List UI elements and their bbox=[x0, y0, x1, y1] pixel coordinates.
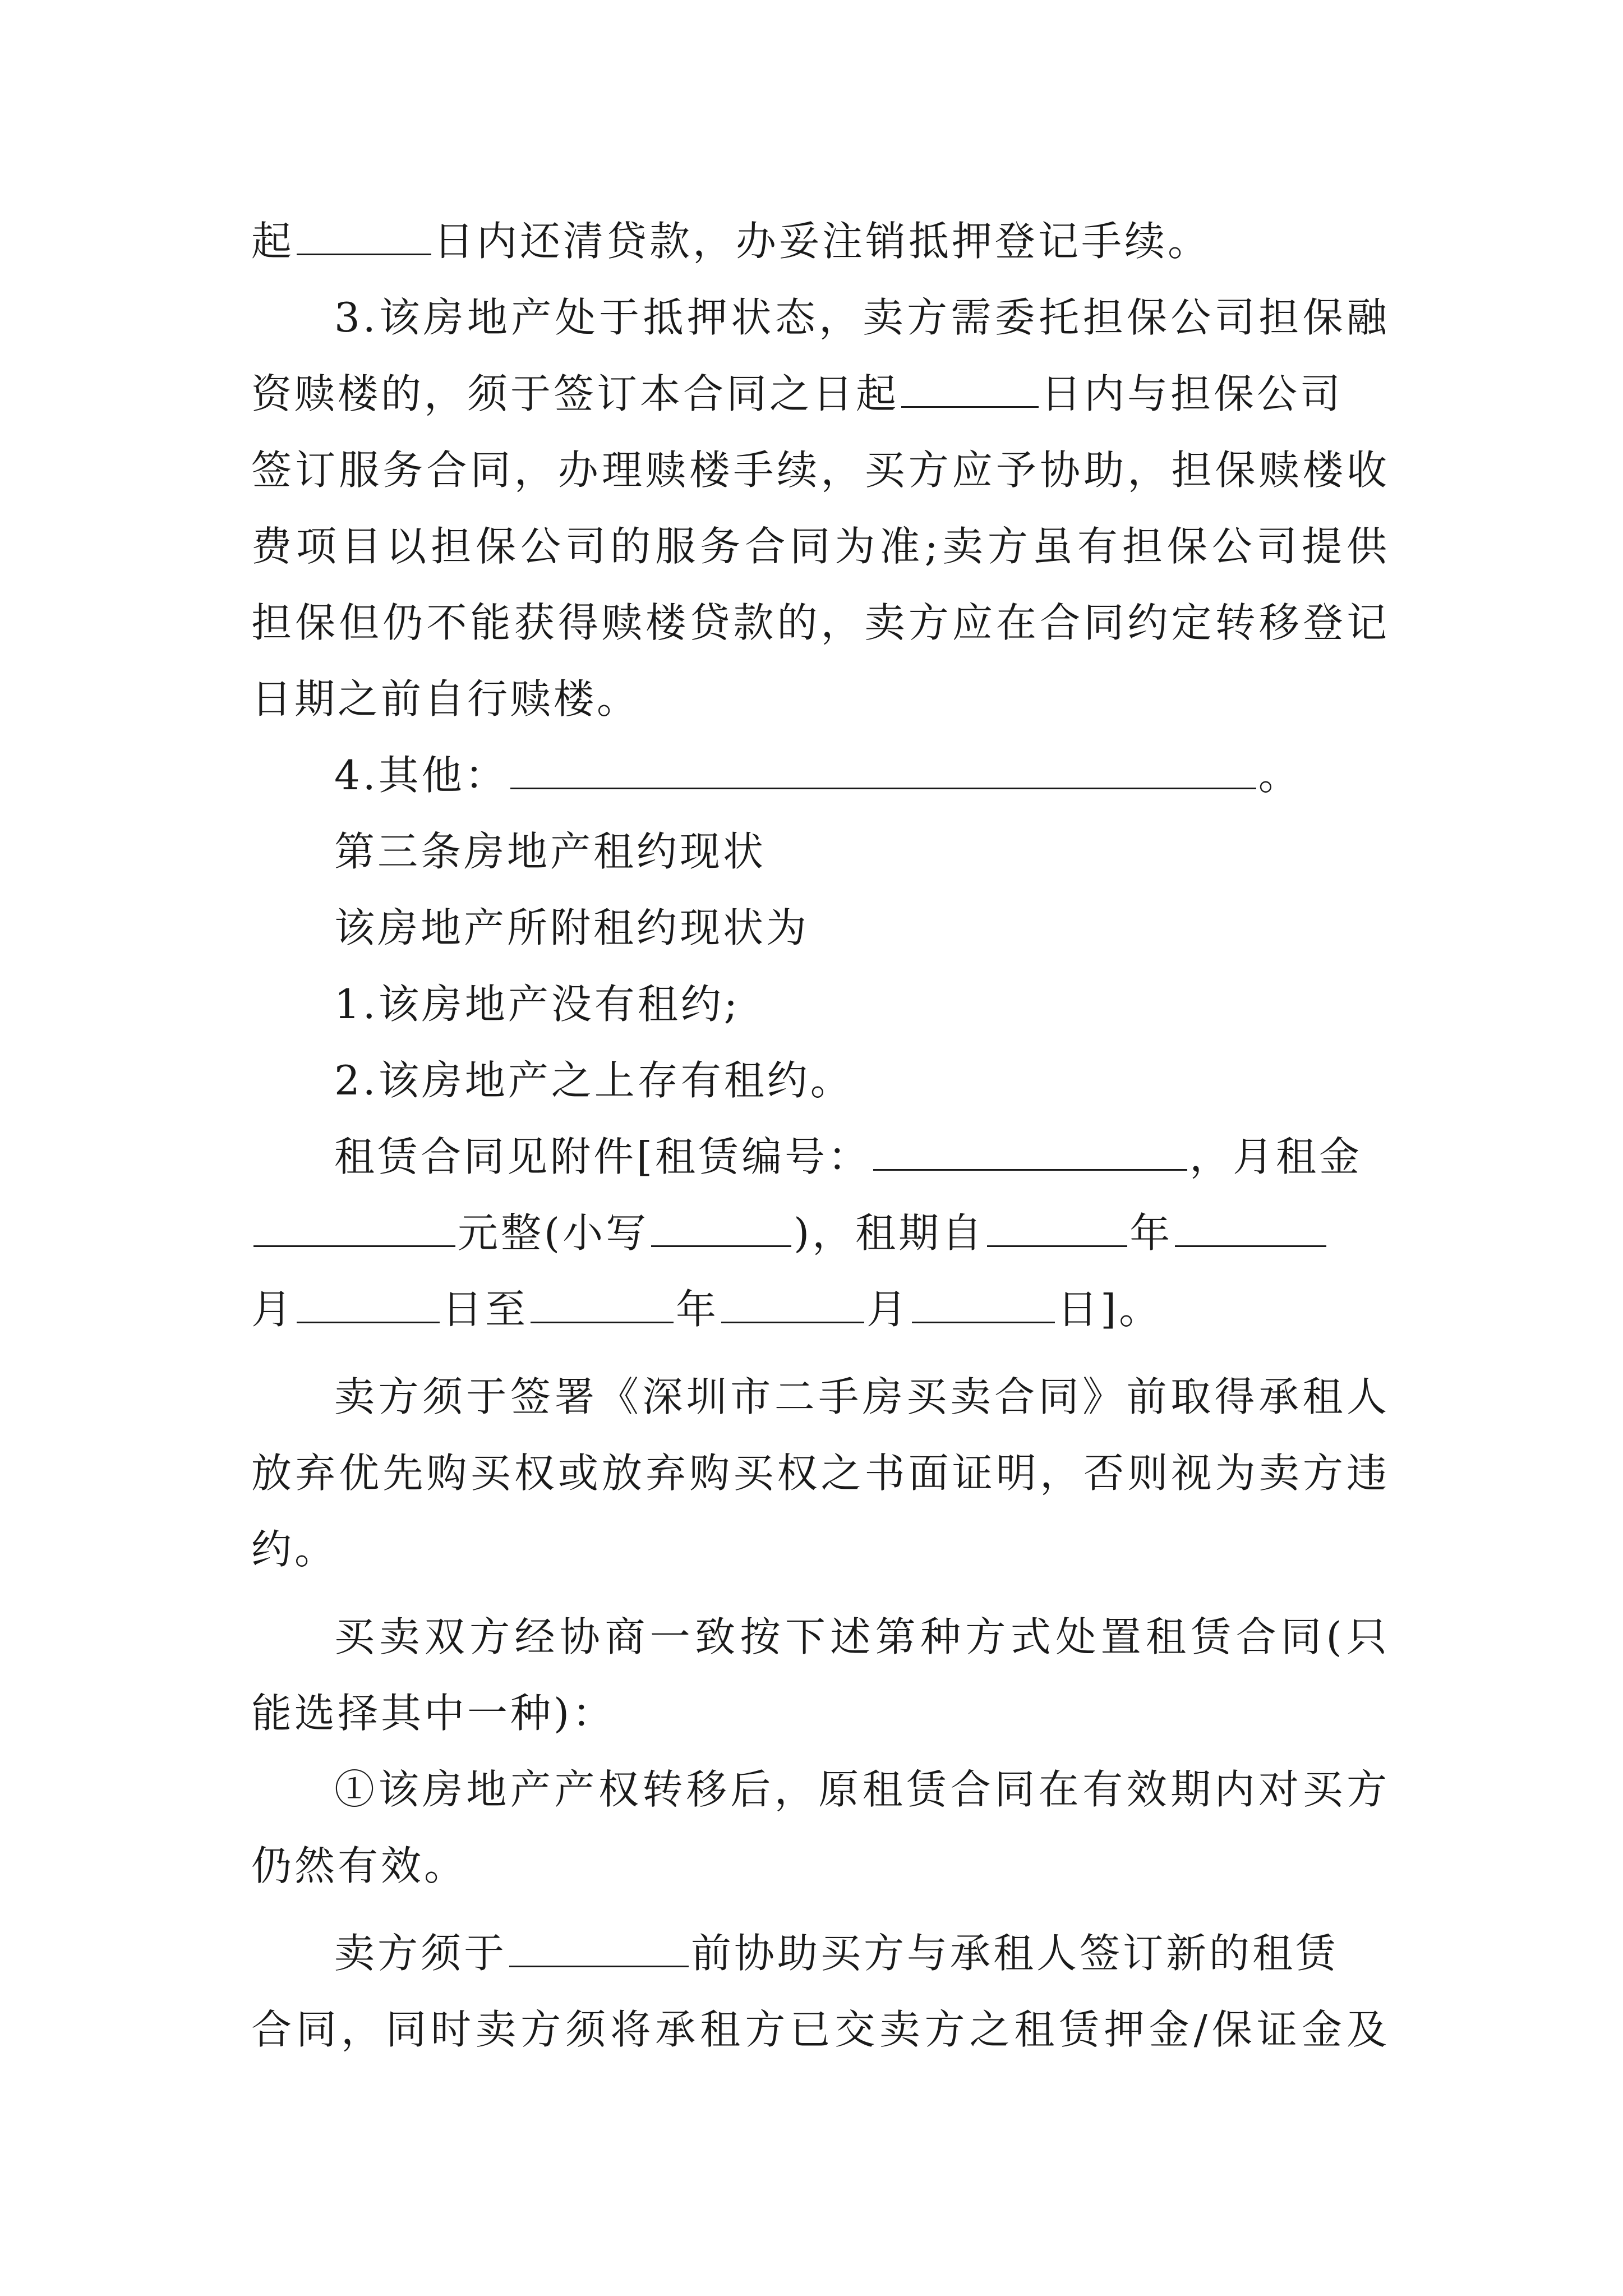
text-line: 买卖双方经协商一致按下述第种方式处置租赁合同(只 bbox=[334, 1613, 1390, 1660]
fill-in-blank bbox=[297, 219, 431, 255]
section-heading: 第三条房地产租约现状 bbox=[334, 828, 767, 875]
fill-in-blank bbox=[253, 1211, 455, 1247]
text-fragment: 4.其他： bbox=[334, 752, 508, 799]
text-line: 费项目以担保公司的服务合同为准;卖方虽有担保公司提供 bbox=[251, 523, 1390, 570]
fill-in-blank bbox=[510, 753, 1256, 789]
list-item: 1.该房地产没有租约; bbox=[334, 981, 740, 1028]
text-fragment: 日至 bbox=[442, 1286, 529, 1333]
fill-in-blank bbox=[912, 1287, 1055, 1323]
text-line: 该房地产所附租约现状为 bbox=[334, 904, 810, 951]
text-fragment: 资赎楼的，须于签订本合同之日起 bbox=[251, 370, 900, 417]
fill-in-blank bbox=[297, 1287, 440, 1323]
text-fragment: 年 bbox=[676, 1286, 720, 1333]
text-line bbox=[251, 1276, 1162, 1343]
text-fragment: ，月租金 bbox=[1189, 1133, 1363, 1180]
text-fragment: 卖方须于 bbox=[334, 1930, 508, 1977]
text-fragment: 日]。 bbox=[1057, 1286, 1163, 1333]
text-line: 放弃优先购买权或放弃购买权之书面证明，否则视为卖方违 bbox=[251, 1450, 1390, 1497]
list-item: ①该房地产产权转移后，原租赁合同在有效期内对买方 bbox=[334, 1766, 1390, 1813]
text-line bbox=[251, 1199, 1329, 1267]
text-line: 日期之前自行赎楼。 bbox=[251, 675, 640, 723]
text-fragment: 前协助买方与承租人签订新的租赁 bbox=[691, 1930, 1339, 1977]
text-line bbox=[251, 208, 1211, 275]
text-line: 约。 bbox=[251, 1526, 338, 1573]
text-line: 签订服务合同，办理赎楼手续，买方应予协助，担保赎楼收 bbox=[251, 447, 1390, 494]
fill-in-blank bbox=[1175, 1211, 1326, 1247]
text-line bbox=[251, 1920, 1339, 1987]
text-line: 合同，同时卖方须将承租方已交卖方之租赁押金/保证金及 bbox=[251, 2006, 1390, 2053]
fill-in-blank bbox=[721, 1287, 864, 1323]
text-fragment: 日内与担保公司 bbox=[1041, 370, 1344, 417]
text-line bbox=[251, 1123, 1362, 1190]
text-fragment: 租赁合同见附件[租赁编号： bbox=[334, 1133, 872, 1180]
fill-in-blank bbox=[651, 1211, 791, 1247]
text-line: 3.该房地产处于抵押状态，卖方需委托担保公司担保融 bbox=[334, 294, 1390, 341]
text-fragment: 年 bbox=[1129, 1209, 1173, 1257]
text-line: 担保但仍不能获得赎楼贷款的，卖方应在合同约定转移登记 bbox=[251, 599, 1390, 646]
text-line bbox=[251, 742, 1302, 809]
text-line: 仍然有效。 bbox=[251, 1842, 468, 1889]
fill-in-blank bbox=[987, 1211, 1127, 1247]
text-fragment: 月 bbox=[251, 1286, 295, 1333]
text-line bbox=[251, 360, 1343, 427]
text-line: 卖方须于签署《深圳市二手房买卖合同》前取得承租人 bbox=[334, 1373, 1390, 1420]
text-fragment: 日内还清贷款，办妥注销抵押登记手续。 bbox=[434, 218, 1211, 265]
list-item: 2.该房地产之上存有租约。 bbox=[334, 1057, 854, 1104]
fill-in-blank bbox=[873, 1134, 1187, 1171]
text-fragment: 元整(小写 bbox=[458, 1209, 649, 1257]
text-line: 能选择其中一种)： bbox=[251, 1690, 616, 1737]
text-fragment: 月 bbox=[866, 1286, 910, 1333]
fill-in-blank bbox=[531, 1287, 674, 1323]
text-fragment: 起 bbox=[251, 218, 295, 265]
fill-in-blank bbox=[901, 371, 1039, 408]
text-fragment: 。 bbox=[1258, 752, 1302, 799]
text-fragment: )，租期自 bbox=[794, 1209, 985, 1257]
fill-in-blank bbox=[509, 1931, 689, 1967]
